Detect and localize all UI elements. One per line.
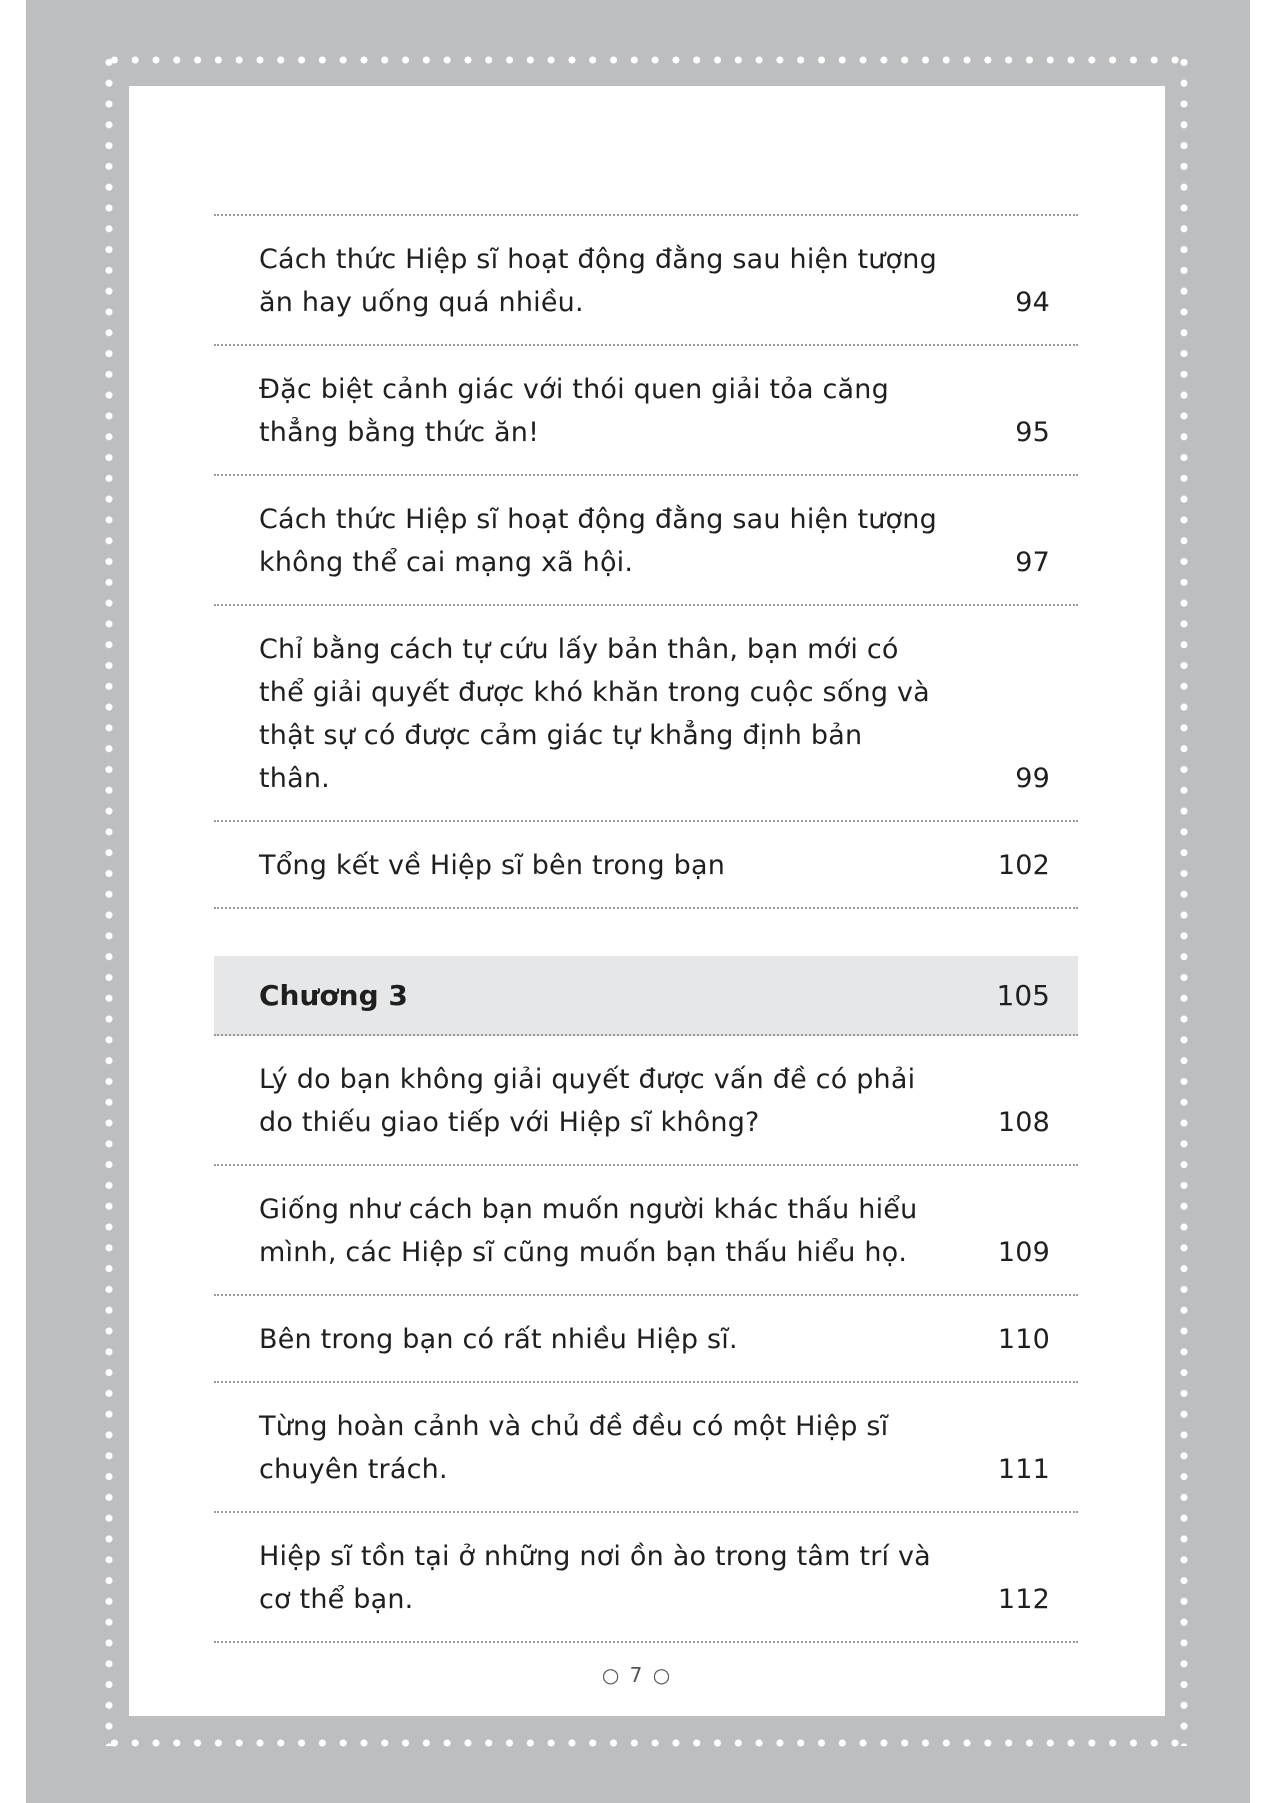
dotted-border-bottom (104, 1738, 1184, 1748)
toc-entry-title: Tổng kết về Hiệp sĩ bên trong bạn (259, 850, 726, 881)
toc-entry[interactable] (214, 1383, 1078, 1513)
toc-entry-page: 110 (997, 1324, 1050, 1355)
toc-entry-title: Bên trong bạn có rất nhiều Hiệp sĩ. (259, 1324, 738, 1355)
chapter-title: Chương 3 (259, 978, 408, 1012)
table-of-contents (214, 214, 1078, 1643)
toc-entry-title: Lý do bạn không giải quyết được vấn đề có phải do thiếu giao tiếp với Hiệp sĩ không? (259, 1064, 916, 1138)
toc-entry-title: Cách thức Hiệp sĩ hoạt động đằng sau hiện tượng không thể cai mạng xã hội. (259, 504, 937, 578)
toc-entry[interactable] (214, 1166, 1078, 1296)
toc-entry-title: Từng hoàn cảnh và chủ đề đều có một Hiệp sĩ chuyên trách. (259, 1411, 889, 1485)
toc-entry-title: Hiệp sĩ tồn tại ở những nơi ồn ào trong tâm trí và cơ thể bạn. (259, 1541, 931, 1615)
section-gap (214, 909, 1078, 956)
toc-entry-page: 102 (997, 850, 1050, 881)
toc-entry-page: 97 (1015, 547, 1050, 578)
toc-entry-page: 112 (997, 1584, 1050, 1615)
toc-entry-page: 111 (997, 1454, 1050, 1485)
toc-entry[interactable] (214, 1036, 1078, 1166)
toc-entry-page: 99 (1015, 763, 1050, 794)
toc-entry-title: Cách thức Hiệp sĩ hoạt động đằng sau hiện tượng ăn hay uống quá nhiều. (259, 244, 937, 318)
toc-entry-title: Giống như cách bạn muốn người khác thấu hiểu mình, các Hiệp sĩ cũng muốn bạn thấu hiểu họ. (259, 1194, 918, 1268)
toc-entry[interactable] (214, 476, 1078, 606)
page-number: ○ 7 ○ (601, 1663, 673, 1687)
toc-entry-page: 94 (1015, 287, 1050, 318)
toc-entry[interactable] (214, 346, 1078, 476)
toc-entry-title: Chỉ bằng cách tự cứu lấy bản thân, bạn mới có thể giải quyết được khó khăn trong cuộc sống và thật sự có được cảm giác tự khẳng định bản thân. (259, 634, 930, 794)
dotted-border-right (1179, 52, 1189, 1746)
toc-entry[interactable] (214, 606, 1078, 822)
chapter-page: 105 (996, 978, 1050, 1012)
dotted-border-left (104, 52, 114, 1746)
toc-entry-page: 108 (997, 1107, 1050, 1138)
chapter-heading[interactable] (214, 956, 1078, 1036)
toc-entry[interactable] (214, 216, 1078, 346)
toc-entry-title: Đặc biệt cảnh giác với thói quen giải tỏa căng thẳng bằng thức ăn! (259, 374, 889, 448)
toc-entry-page: 95 (1015, 417, 1050, 448)
toc-entry[interactable] (214, 822, 1078, 909)
toc-entry[interactable] (214, 1296, 1078, 1383)
toc-entry-page: 109 (997, 1237, 1050, 1268)
toc-entry[interactable] (214, 1513, 1078, 1643)
dotted-border-top (104, 55, 1184, 65)
